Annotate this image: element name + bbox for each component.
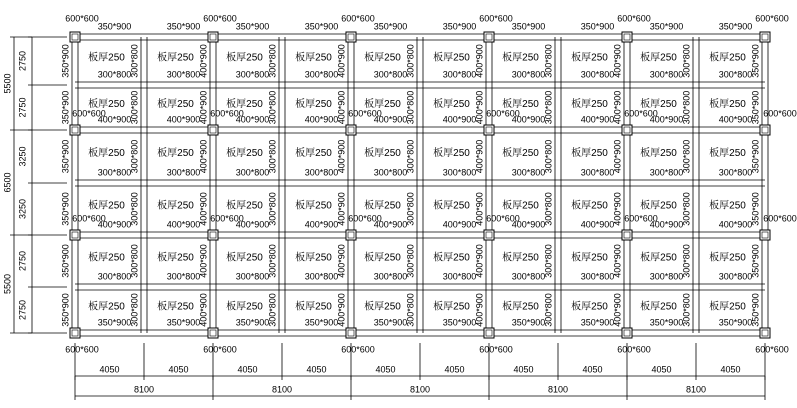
beam-label-y: 400*900: [198, 139, 209, 174]
slab-label: 板厚250: [502, 252, 539, 264]
beam-label-y: 300*800: [543, 293, 554, 327]
slab-label: 板厚250: [88, 52, 125, 64]
beam-label-y: 300*800: [543, 244, 554, 278]
slab-label: 板厚250: [433, 200, 470, 212]
slab-label: 板厚250: [157, 301, 194, 313]
beam-label-y: 400*900: [336, 90, 347, 125]
beam-label-x: 400*900: [580, 114, 615, 125]
slab-label: 板厚250: [433, 52, 470, 64]
beam-label-x: 400*900: [97, 114, 132, 125]
beam-label-x: 350*900: [580, 21, 615, 32]
slab-label: 板厚250: [226, 99, 263, 111]
slab-label: 板厚250: [571, 99, 608, 111]
column-label: 600*600: [763, 108, 797, 119]
slab-label: 板厚250: [295, 52, 332, 64]
slab-label: 板厚250: [157, 148, 194, 160]
slab-label: 板厚250: [640, 301, 677, 313]
beam-label-y: 300*800: [129, 244, 140, 278]
dimension-label-secondary-y: 2750: [17, 50, 28, 72]
beam-label-y: 300*800: [543, 44, 554, 78]
beam-label-y: 400*900: [198, 44, 209, 78]
beam-label-x: 350*900: [718, 317, 753, 328]
beam-label-y: 400*900: [612, 139, 623, 174]
column: [346, 328, 356, 338]
beam-label-x: 350*900: [718, 21, 753, 32]
slab-label: 板厚250: [295, 301, 332, 313]
dimension-label-secondary-y: 2750: [17, 299, 28, 321]
column-label: 600*600: [341, 13, 375, 24]
beam-label-x: 400*900: [718, 114, 753, 125]
dimension-label-secondary-x: 4050: [444, 364, 465, 375]
beam-label-x: 300*800: [580, 69, 615, 80]
column: [622, 328, 632, 338]
beam-label-x: 300*800: [442, 167, 477, 178]
slab-label: 板厚250: [709, 200, 746, 212]
beam-label-y: 350*900: [750, 192, 761, 226]
dimension-label-secondary-y: 3250: [17, 198, 28, 220]
dimension-label-secondary-x: 4050: [306, 364, 327, 375]
beam-label-x: 300*800: [166, 69, 201, 80]
beam-label-x: 350*900: [304, 21, 339, 32]
column: [208, 125, 218, 135]
beam-label-y: 300*800: [681, 139, 692, 174]
beam-label-x: 300*800: [373, 271, 408, 282]
slab-label: 板厚250: [640, 148, 677, 160]
column-label: 600*600: [617, 13, 651, 24]
beam-label-y: 300*800: [267, 192, 278, 226]
dimension-label-secondary-y: 3250: [17, 146, 28, 167]
slab-label: 板厚250: [88, 200, 125, 212]
beam-label-y: 350*900: [60, 90, 71, 125]
slab-label: 板厚250: [226, 200, 263, 212]
beam-label-y: 300*800: [129, 139, 140, 174]
beam-label-x: 400*900: [373, 114, 408, 125]
beam-label-x: 350*900: [304, 317, 339, 328]
dimension-label-primary-x: 8100: [271, 384, 293, 395]
column: [208, 328, 218, 338]
beam-label-x: 400*900: [580, 219, 615, 230]
slab-label: 板厚250: [88, 301, 125, 313]
slab-label: 板厚250: [295, 200, 332, 212]
beam-label-x: 300*800: [511, 69, 546, 80]
column-label: 600*600: [486, 108, 520, 119]
beam-label-y: 400*900: [474, 44, 485, 78]
beam-label-y: 400*900: [336, 44, 347, 78]
dimension-label-secondary-x: 4050: [720, 364, 741, 375]
slab-label: 板厚250: [157, 52, 194, 64]
dimension-label-primary-y: 5500: [2, 73, 13, 94]
beam-label-y: 400*900: [474, 139, 485, 174]
column-label: 600*600: [341, 344, 375, 355]
beam-label-x: 300*800: [166, 167, 201, 178]
beam-label-x: 300*800: [235, 69, 270, 80]
slab-label: 板厚250: [433, 99, 470, 111]
beam-label-y: 300*800: [681, 244, 692, 278]
beam-label-x: 300*800: [442, 69, 477, 80]
beam-label-y: 400*900: [336, 293, 347, 327]
column: [484, 32, 494, 42]
beam-label-y: 400*900: [474, 244, 485, 278]
column: [208, 32, 218, 42]
slab-label: 板厚250: [295, 148, 332, 160]
slab-label: 板厚250: [88, 148, 125, 160]
beam-label-x: 350*900: [97, 317, 132, 328]
beam-label-y: 400*900: [474, 293, 485, 327]
beam-label-y: 400*900: [612, 90, 623, 125]
beam-label-y: 350*900: [60, 244, 71, 278]
column-label: 600*600: [348, 108, 382, 119]
beam-label-y: 400*900: [198, 90, 209, 125]
column-label: 600*600: [755, 344, 789, 355]
beam-label-y: 300*800: [129, 44, 140, 78]
beam-label-y: 300*800: [543, 192, 554, 226]
beam-label-y: 400*900: [198, 293, 209, 327]
column-label: 600*600: [210, 108, 244, 119]
beam-label-y: 300*800: [405, 192, 416, 226]
beam-label-y: 400*900: [336, 139, 347, 174]
beam-label-x: 350*900: [511, 317, 546, 328]
dimension-label-secondary-x: 4050: [168, 364, 189, 375]
beam-label-x: 400*900: [511, 219, 546, 230]
beam-label-y: 300*800: [267, 90, 278, 125]
slab-label: 板厚250: [295, 99, 332, 111]
beam-label-y: 350*900: [750, 44, 761, 78]
column: [760, 125, 770, 135]
beam-label-y: 350*900: [750, 293, 761, 327]
slab-label: 板厚250: [502, 200, 539, 212]
slab-label: 板厚250: [640, 200, 677, 212]
beam-label-x: 300*800: [511, 271, 546, 282]
beam-label-x: 350*900: [166, 317, 201, 328]
column: [760, 328, 770, 338]
beam-label-y: 400*900: [612, 293, 623, 327]
slab-label: 板厚250: [709, 301, 746, 313]
beam-label-y: 400*900: [474, 90, 485, 125]
beam-label-y: 300*800: [681, 90, 692, 125]
slab-label: 板厚250: [571, 301, 608, 313]
beam-label-x: 400*900: [235, 114, 270, 125]
column: [622, 32, 632, 42]
slab-label: 板厚250: [433, 252, 470, 264]
beam-label-y: 300*800: [267, 139, 278, 174]
column-label: 600*600: [763, 213, 797, 224]
beam-label-y: 300*800: [129, 90, 140, 125]
beam-label-x: 400*900: [166, 114, 201, 125]
slab-label: 板厚250: [364, 200, 401, 212]
beam-label-y: 300*800: [129, 192, 140, 226]
beam-label-x: 350*900: [649, 21, 684, 32]
beam-label-x: 300*800: [718, 167, 753, 178]
beam-label-x: 300*800: [442, 271, 477, 282]
column: [760, 32, 770, 42]
column: [484, 328, 494, 338]
dimension-label-secondary-x: 4050: [513, 364, 534, 375]
column-label: 600*600: [72, 213, 106, 224]
column-label: 600*600: [65, 344, 99, 355]
column-label: 600*600: [479, 344, 513, 355]
slab-label: 板厚250: [157, 252, 194, 264]
column-label: 600*600: [755, 13, 789, 24]
beam-label-y: 350*900: [60, 44, 71, 78]
beam-label-x: 300*800: [97, 271, 132, 282]
column: [70, 230, 80, 240]
slab-label: 板厚250: [571, 252, 608, 264]
beam-label-y: 350*900: [750, 90, 761, 125]
slab-label: 板厚250: [226, 52, 263, 64]
column-label: 600*600: [203, 344, 237, 355]
beam-label-y: 400*900: [612, 192, 623, 226]
slab-label: 板厚250: [226, 301, 263, 313]
column-label: 600*600: [348, 213, 382, 224]
beam-label-y: 350*900: [60, 293, 71, 327]
beam-label-x: 300*800: [718, 69, 753, 80]
beam-label-x: 300*800: [649, 167, 684, 178]
slab-label: 板厚250: [226, 148, 263, 160]
beam-label-y: 350*900: [750, 139, 761, 174]
beam-label-x: 300*800: [304, 271, 339, 282]
column: [484, 125, 494, 135]
beam-label-x: 350*900: [649, 317, 684, 328]
beam-label-x: 300*800: [649, 69, 684, 80]
beam-label-x: 300*800: [580, 167, 615, 178]
column-label: 600*600: [479, 13, 513, 24]
column-label: 600*600: [617, 344, 651, 355]
slab-label: 板厚250: [502, 99, 539, 111]
beam-label-x: 400*900: [511, 114, 546, 125]
beam-label-x: 350*900: [580, 317, 615, 328]
slab-label: 板厚250: [571, 148, 608, 160]
beam-label-x: 400*900: [97, 219, 132, 230]
column-label: 600*600: [486, 213, 520, 224]
slab-label: 板厚250: [640, 252, 677, 264]
column: [208, 230, 218, 240]
beam-label-y: 300*800: [267, 44, 278, 78]
beam-label-y: 300*800: [681, 44, 692, 78]
beam-label-y: 400*900: [198, 244, 209, 278]
column: [346, 230, 356, 240]
beam-label-x: 350*900: [511, 21, 546, 32]
beam-label-x: 400*900: [304, 219, 339, 230]
beam-label-x: 350*900: [442, 21, 477, 32]
column-label: 600*600: [624, 108, 658, 119]
beam-label-y: 350*900: [60, 192, 71, 226]
beam-label-x: 400*900: [304, 114, 339, 125]
beam-label-y: 300*800: [267, 293, 278, 327]
beam-label-y: 300*800: [405, 293, 416, 327]
column: [346, 32, 356, 42]
beam-label-y: 400*900: [336, 244, 347, 278]
beam-label-x: 300*800: [373, 167, 408, 178]
beam-label-x: 300*800: [97, 69, 132, 80]
dimension-label-primary-x: 8100: [409, 384, 431, 395]
slab-label: 板厚250: [502, 52, 539, 64]
dimension-label-primary-x: 8100: [133, 384, 155, 395]
beam-label-y: 300*800: [129, 293, 140, 327]
beam-label-y: 300*800: [405, 139, 416, 174]
beam-label-x: 400*900: [442, 114, 477, 125]
beam-label-x: 400*900: [235, 219, 270, 230]
slab-label: 板厚250: [640, 99, 677, 111]
column-label: 600*600: [624, 213, 658, 224]
column: [484, 230, 494, 240]
beam-label-x: 300*800: [580, 271, 615, 282]
beam-label-x: 350*900: [235, 21, 270, 32]
dimension-label-secondary-x: 4050: [237, 364, 258, 375]
beam-label-y: 300*800: [405, 244, 416, 278]
beam-label-y: 300*800: [543, 139, 554, 174]
beam-label-y: 300*800: [681, 192, 692, 226]
dimension-label-secondary-x: 4050: [582, 364, 603, 375]
slab-label: 板厚250: [709, 99, 746, 111]
beam-label-x: 350*900: [166, 21, 201, 32]
slab-label: 板厚250: [364, 252, 401, 264]
beam-label-y: 400*900: [198, 192, 209, 226]
beam-label-x: 350*900: [373, 21, 408, 32]
beam-label-x: 350*900: [235, 317, 270, 328]
dimension-label-primary-x: 8100: [685, 384, 707, 395]
beam-label-x: 300*800: [511, 167, 546, 178]
beam-label-x: 300*800: [718, 271, 753, 282]
beam-label-x: 300*800: [649, 271, 684, 282]
beam-label-x: 400*900: [718, 219, 753, 230]
slab-label: 板厚250: [433, 301, 470, 313]
slab-label: 板厚250: [226, 252, 263, 264]
dimension-label-primary-x: 8100: [547, 384, 569, 395]
dimension-label-secondary-x: 4050: [375, 364, 396, 375]
slab-label: 板厚250: [433, 148, 470, 160]
beam-label-x: 300*800: [235, 167, 270, 178]
slab-label: 板厚250: [157, 200, 194, 212]
beam-label-x: 400*900: [649, 114, 684, 125]
dimension-label-primary-y: 6500: [2, 172, 13, 193]
dimension-label-secondary-y: 2750: [17, 97, 28, 118]
slab-label: 板厚250: [364, 52, 401, 64]
beam-label-y: 300*800: [543, 90, 554, 125]
beam-label-x: 300*800: [304, 69, 339, 80]
dimension-label-secondary-x: 4050: [651, 364, 672, 375]
beam-label-y: 400*900: [612, 44, 623, 78]
slab-label: 板厚250: [709, 148, 746, 160]
dimension-label-primary-y: 5500: [2, 273, 13, 295]
beam-label-x: 300*800: [235, 271, 270, 282]
column: [70, 32, 80, 42]
beam-label-x: 300*800: [166, 271, 201, 282]
column-label: 600*600: [203, 13, 237, 24]
slab-label: 板厚250: [502, 148, 539, 160]
column: [70, 125, 80, 135]
beam-label-x: 300*800: [373, 69, 408, 80]
dimension-label-secondary-y: 2750: [17, 250, 28, 272]
beam-label-y: 400*900: [474, 192, 485, 226]
slab-label: 板厚250: [295, 252, 332, 264]
column: [622, 230, 632, 240]
beam-label-x: 350*900: [97, 21, 132, 32]
column: [760, 230, 770, 240]
column-label: 600*600: [210, 213, 244, 224]
column-label: 600*600: [72, 108, 106, 119]
slab-label: 板厚250: [709, 52, 746, 64]
beam-label-x: 300*800: [304, 167, 339, 178]
slab-label: 板厚250: [157, 99, 194, 111]
beam-label-y: 300*800: [267, 244, 278, 278]
beam-label-y: 300*800: [405, 90, 416, 125]
beam-label-x: 400*900: [373, 219, 408, 230]
beam-label-y: 350*900: [60, 139, 71, 174]
beam-label-y: 300*800: [681, 293, 692, 327]
column: [70, 328, 80, 338]
slab-label: 板厚250: [88, 252, 125, 264]
slab-label: 板厚250: [571, 200, 608, 212]
beam-label-x: 400*900: [166, 219, 201, 230]
column: [346, 125, 356, 135]
slab-label: 板厚250: [364, 301, 401, 313]
beam-label-x: 350*900: [373, 317, 408, 328]
slab-label: 板厚250: [364, 148, 401, 160]
slab-label: 板厚250: [571, 52, 608, 64]
beam-label-x: 300*800: [97, 167, 132, 178]
slab-label: 板厚250: [640, 52, 677, 64]
beam-label-y: 350*900: [750, 244, 761, 278]
beam-label-x: 400*900: [442, 219, 477, 230]
beam-label-y: 400*900: [612, 244, 623, 278]
column: [622, 125, 632, 135]
slab-label: 板厚250: [709, 252, 746, 264]
column-label: 600*600: [65, 13, 99, 24]
beam-label-y: 400*900: [336, 192, 347, 226]
slab-label: 板厚250: [364, 99, 401, 111]
beam-label-y: 300*800: [405, 44, 416, 78]
beam-label-x: 400*900: [649, 219, 684, 230]
slab-label: 板厚250: [88, 99, 125, 111]
dimension-label-secondary-x: 4050: [99, 364, 120, 375]
slab-label: 板厚250: [502, 301, 539, 313]
beam-label-x: 350*900: [442, 317, 477, 328]
